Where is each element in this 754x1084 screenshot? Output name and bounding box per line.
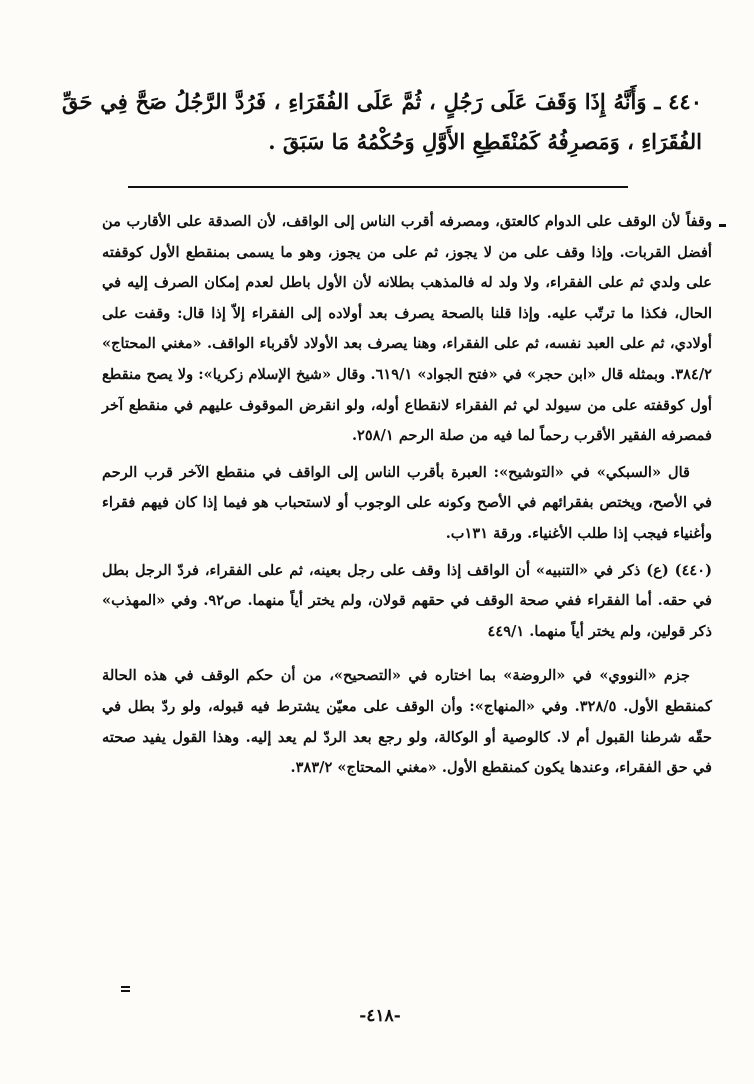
footnote-marker	[719, 224, 726, 227]
footnote-paragraph: جزم «النووي» في «الروضة» بما اختاره في «التصحيح»، من أن حكم الوقف في هذه الحالة كمنقطع الأول. ٣٢٨/٥. وفي «المنهاج»: وأن الوقف على معيّن يشترط فيه قبوله، ولو ردّ بطل في حقّه شرطنا القبول أم لا. كالوصية أو الوكالة، ولو رجع بعد الردّ لم يعد إليه. وهذا القول يفيد صحته في حق الفقراء، وعندها يكون كمنقطع الأول. «مغني المحتاج» ٣٨٣/٢.	[102, 667, 713, 777]
footnote-paragraph: قال «السبكي» في «التوشيح»: العبرة بأقرب الناس إلى الواقف في منقطع الآخر قرب الرحم في الأصح، ويختص بفقرائهم في الأصح وكونه على الوجوب أو لاستحباب هو فيما إذا كان فيهم فقراء وأغنياء فيجب إذا طلب الأغنياء. ورقة ١٣١ب.	[102, 463, 712, 542]
footnote-paragraph: وقفاً لأن الوقف على الدوام كالعتق، ومصرفه أقرب الناس إلى الواقف، لأن الصدقة على الأقارب من أفضل القربات. وإذا وقف على من لا يجوز، ثم على من يجوز، وهو ما يسمى بمنقطع الأول كوقفته على ولدي ثم على الفقراء، ولا ولد له فالمذهب بطلانه لأن الأول باطل لعدم إمكان الصرف إليه في الحال، فكذا ما ترتّب عليه. وإذا قلنا بالصحة يصرف بعد أولاده إلى الفقراء إلاّ إذا قال: وقفت على أولادي، ثم على العبد نفسه، ثم على الفقراء، وهنا يصرف بعد الأولاد لأقرباء الواقف. «مغني المحتاج» ٣٨٤/٢. وبمثله قال «ابن حجر» في «فتح الجواد» ٦١٩/١. وقال «شيخ الإسلام زكريا»: ولا يصح منقطع أول كوقفته على من سيولد لي ثم الفقراء لانقطاع أوله، ولو انقرض الموقوف عليهم في منقطع آخر فمصرفه الفقير الأقرب رحماً لما فيه من صلة الرحم ٢٥٨/١.	[102, 213, 712, 445]
main-text-passage: ٤٤٠ ـ وَأَنَّهُ إِذَا وَقَفَ عَلَى رَجُلٍ ، ثُمَّ عَلَى الفُقَرَاءِ ، فَرُدَّ الرَّجُلُ صَحَّ فِي حَقِّ الفُقَرَاءِ ، وَمَصرِفُهُ كَمُنْقَطِعِ الأَوَّلِ وَحُكْمُهُ مَا سَبَقَ .	[62, 89, 702, 154]
page-number: -٤١٨-	[359, 1006, 401, 1026]
footnote-paragraph: (٤٤٠) (ع) ذكر في «التنبيه» أن الواقف إذا وقف على رجل بعينه، ثم على الفقراء، فردّ الرجل بطل في حقه. أما الفقراء ففي صحة الوقف في حقهم قولان، ولم يختر أياً منهما. ص٩٢. وفي «المهذب» ذكر قولين، ولم يختر أياً منهما. ٤٤٩/١	[102, 561, 712, 640]
footnotes-section	[102, 207, 712, 784]
footnote-end-marker	[121, 990, 130, 992]
footnote-separator	[128, 186, 628, 188]
